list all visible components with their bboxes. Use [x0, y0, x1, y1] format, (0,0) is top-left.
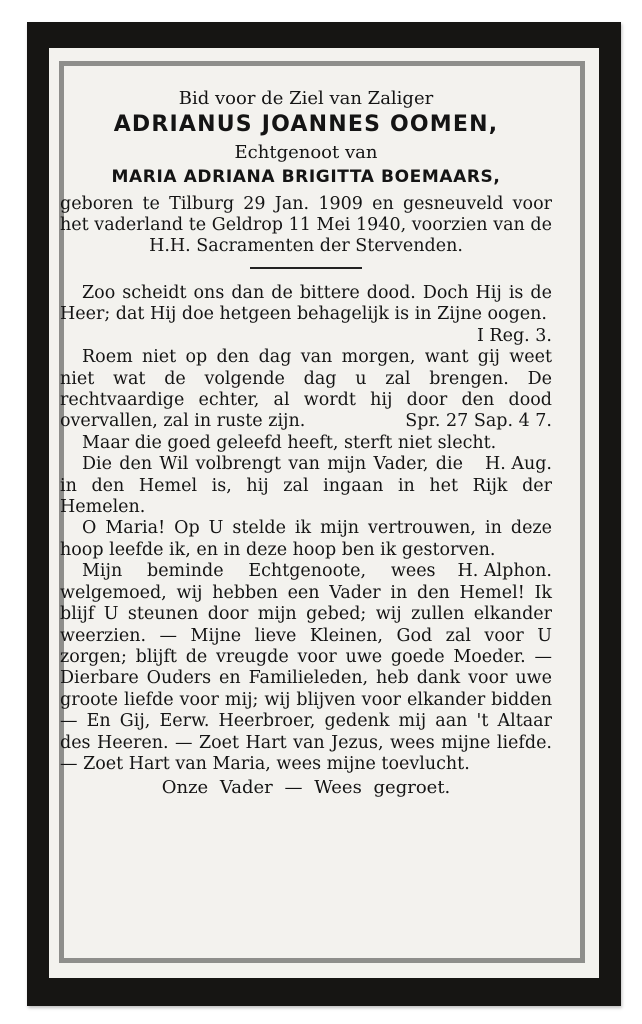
verse-5-citation: H. Alphon.: [457, 561, 552, 582]
verse-1: Zoo scheidt ons dan de bittere dood. Doch Hij is de Heer; dat Hij doe hetgeen behagelijk is in Zijne oogen.: [60, 283, 552, 325]
verse-4: Die den Wil volbrengt van mijn Vader, die in den Hemel is, hij zal ingaan in het Rijk der Hemelen.: [60, 454, 552, 518]
verse-2-text: Roem niet op den dag van morgen, want gij weet niet wat de volgende dag u zal brengen. De rechtvaardige echter, al wordt hij door den dood overvallen, zal in ruste zijn.: [60, 347, 552, 432]
verse-5: [60, 518, 552, 582]
divider: [250, 267, 362, 269]
verse-3-text: Maar die goed geleefd heeft, sterft niet slecht.: [82, 432, 497, 453]
deceased-name: ADRIANUS JOANNES OOMEN,: [113, 112, 499, 137]
verse-3: [60, 432, 552, 475]
spouse-name: MARIA ADRIANA BRIGITTA BOEMAARS,: [111, 167, 501, 187]
biography: geboren te Tilburg 29 Jan. 1909 en gesneuveld voor het vaderland te Geldrop 11 Mei 1940, voorzien van de H.H. Sacramenten der Stervenden.: [60, 194, 552, 256]
verse-6: Mijn beminde Echtgenoote, wees welgemoed, wij hebben een Vader in den Hemel! Ik blijf U steunen door mijn gebed; wij zullen elkander weerzien. — Mijne lieve Kleinen, God zal voor U zorgen; blijft de vreugde voor uwe goede Moeder. — Dierbare Ouders en Familieleden, heb dank voor uwe groote liefde voor mij; wij blijven voor elkander bidden — En Gij, Eerw. Heerbroer, gedenk mij aan 't Altaar des Heeren. — Zoet Hart van Jezus, wees mijne liefde. — Zoet Hart van Maria, wees mijne toevlucht.: [60, 561, 552, 774]
closing-prayer: Onze Vader — Wees gegroet.: [161, 777, 451, 799]
verse-1-citation: I Reg. 3.: [476, 325, 552, 346]
verse-3-citation: H. Aug.: [484, 454, 552, 475]
verse-2: [60, 347, 552, 433]
intro-line: Bid voor de Ziel van Zaliger: [178, 88, 434, 109]
spouse-label: Echtgenoot van: [234, 142, 378, 163]
card-text: [60, 88, 552, 799]
verse-5-text: O Maria! Op U stelde ik mijn vertrouwen, in deze hoop leefde ik, en in deze hoop ben ik gestorven.: [60, 518, 552, 560]
verse-2-citation: Spr. 27 Sap. 4 7.: [405, 411, 552, 432]
